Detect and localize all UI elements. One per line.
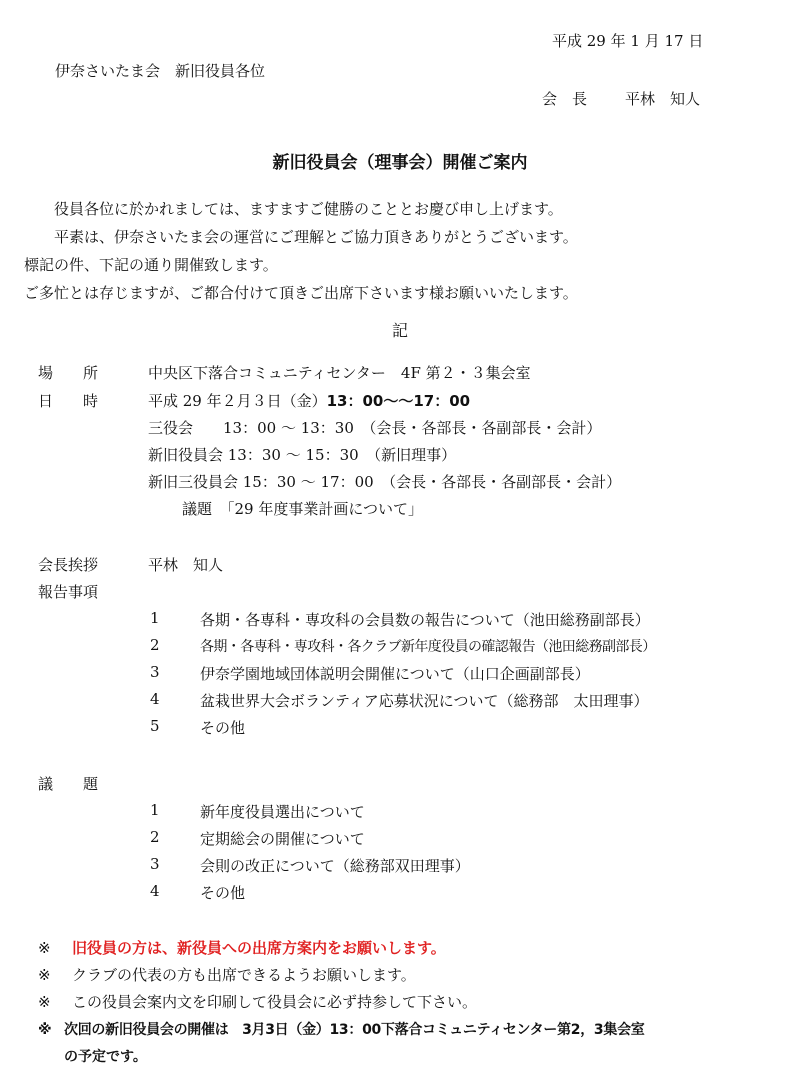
item-text: その他 — [200, 884, 246, 902]
item-number: 4 — [150, 690, 160, 708]
item-text: 会則の改正について（総務部双田理事） — [200, 857, 470, 875]
page-title: 新旧役員会（理事会）開催ご案内 — [272, 153, 528, 173]
item-number: 2 — [150, 828, 160, 846]
place-row — [38, 362, 531, 383]
note-old-officers — [38, 937, 446, 958]
item-text: 新年度役員選出について — [200, 803, 365, 821]
session-row: 新旧三役員会 15：30 〜 17：00 （会長・各部長・各副部長・会計） — [148, 473, 622, 491]
note-mark: ※ — [38, 939, 51, 957]
item-text: 定期総会の開催について — [200, 830, 365, 848]
session-row: 新旧役員会 13：30 〜 15：30 （新旧理事） — [148, 446, 457, 464]
sender-name: 平林 知人 — [625, 90, 701, 108]
sender-role: 会 長 — [542, 90, 588, 108]
note-club-reps — [38, 964, 416, 985]
agenda-topic: 議題 「29 年度事業計画について」 — [182, 500, 424, 518]
item-number: 1 — [150, 801, 160, 819]
note-mark: ※ — [38, 966, 51, 984]
place-value: 中央区下落合コミュニティセンター 4F 第２・３集会室 — [148, 364, 531, 382]
greeting-value: 平林 知人 — [148, 556, 224, 574]
item-number: 1 — [150, 609, 160, 627]
place-label: 場 所 — [38, 364, 99, 382]
item-number: 5 — [150, 717, 160, 735]
item-text: 伊奈学園地域団体説明会開催について（山口企画副部長） — [200, 665, 590, 683]
intro-line: ご多忙とは存じますが、ご都合付けて頂きご出席下さいます様お願いいたします。 — [24, 284, 578, 302]
intro-line: 標記の件、下記の通り開催致します。 — [24, 256, 278, 274]
item-number: 4 — [150, 882, 160, 900]
note-next-meeting-cont: の予定です。 — [64, 1049, 147, 1065]
note-print-bring — [38, 991, 477, 1012]
item-number: 2 — [150, 636, 160, 654]
datetime-date: 平成 29 年２月３日（金） — [148, 392, 327, 410]
reports-label: 報告事項 — [38, 583, 99, 601]
greeting-label: 会長挨拶 — [38, 556, 99, 574]
datetime-row — [38, 390, 470, 411]
item-text: 各期・各専科・専攻科・各クラブ新年度役員の確認報告（池田総務副部長） — [200, 639, 656, 655]
document-date: 平成 29 年 1 月 17 日 — [552, 32, 704, 50]
note-text: 次回の新旧役員会の開催は 3月3日（金）13：00下落合コミュニティセンター第2，3集会室 — [64, 1022, 645, 1038]
note-text: 旧役員の方は、新役員への出席方案内をお願いします。 — [72, 939, 446, 957]
ki-heading: 記 — [391, 321, 408, 340]
note-next-meeting — [38, 1019, 644, 1039]
item-number: 3 — [150, 663, 160, 681]
recipient-line: 伊奈さいたま会 新旧役員各位 — [55, 62, 266, 80]
datetime-label: 日 時 — [38, 392, 99, 410]
greeting-row — [38, 554, 223, 575]
item-text: その他 — [200, 719, 246, 737]
intro-paragraph — [24, 195, 578, 307]
note-text: この役員会案内文を印刷して役員会に必ず持参して下さい。 — [72, 993, 478, 1011]
note-mark: ※ — [38, 1022, 52, 1038]
session-row: 三役会 13：00 〜 13：30 （会長・各部長・各副部長・会計） — [148, 419, 602, 437]
item-text: 盆栽世界大会ボランティア応募状況について（総務部 太田理事） — [200, 692, 649, 710]
note-mark: ※ — [38, 993, 51, 1011]
note-text: クラブの代表の方も出席できるようお願いします。 — [72, 966, 416, 984]
intro-line: 平素は、伊奈さいたま会の運営にご理解とご協力頂きありがとうございます。 — [54, 228, 578, 246]
item-text: 各期・各専科・専攻科の会員数の報告について（池田総務副部長） — [200, 611, 650, 629]
item-number: 3 — [150, 855, 160, 873]
agenda-label: 議 題 — [38, 775, 99, 793]
sender-line — [542, 88, 700, 109]
intro-line: 役員各位に於かれましては、ますますご健勝のこととお慶び申し上げます。 — [54, 200, 563, 218]
datetime-time: 13：00〜〜17：00 — [326, 392, 471, 410]
